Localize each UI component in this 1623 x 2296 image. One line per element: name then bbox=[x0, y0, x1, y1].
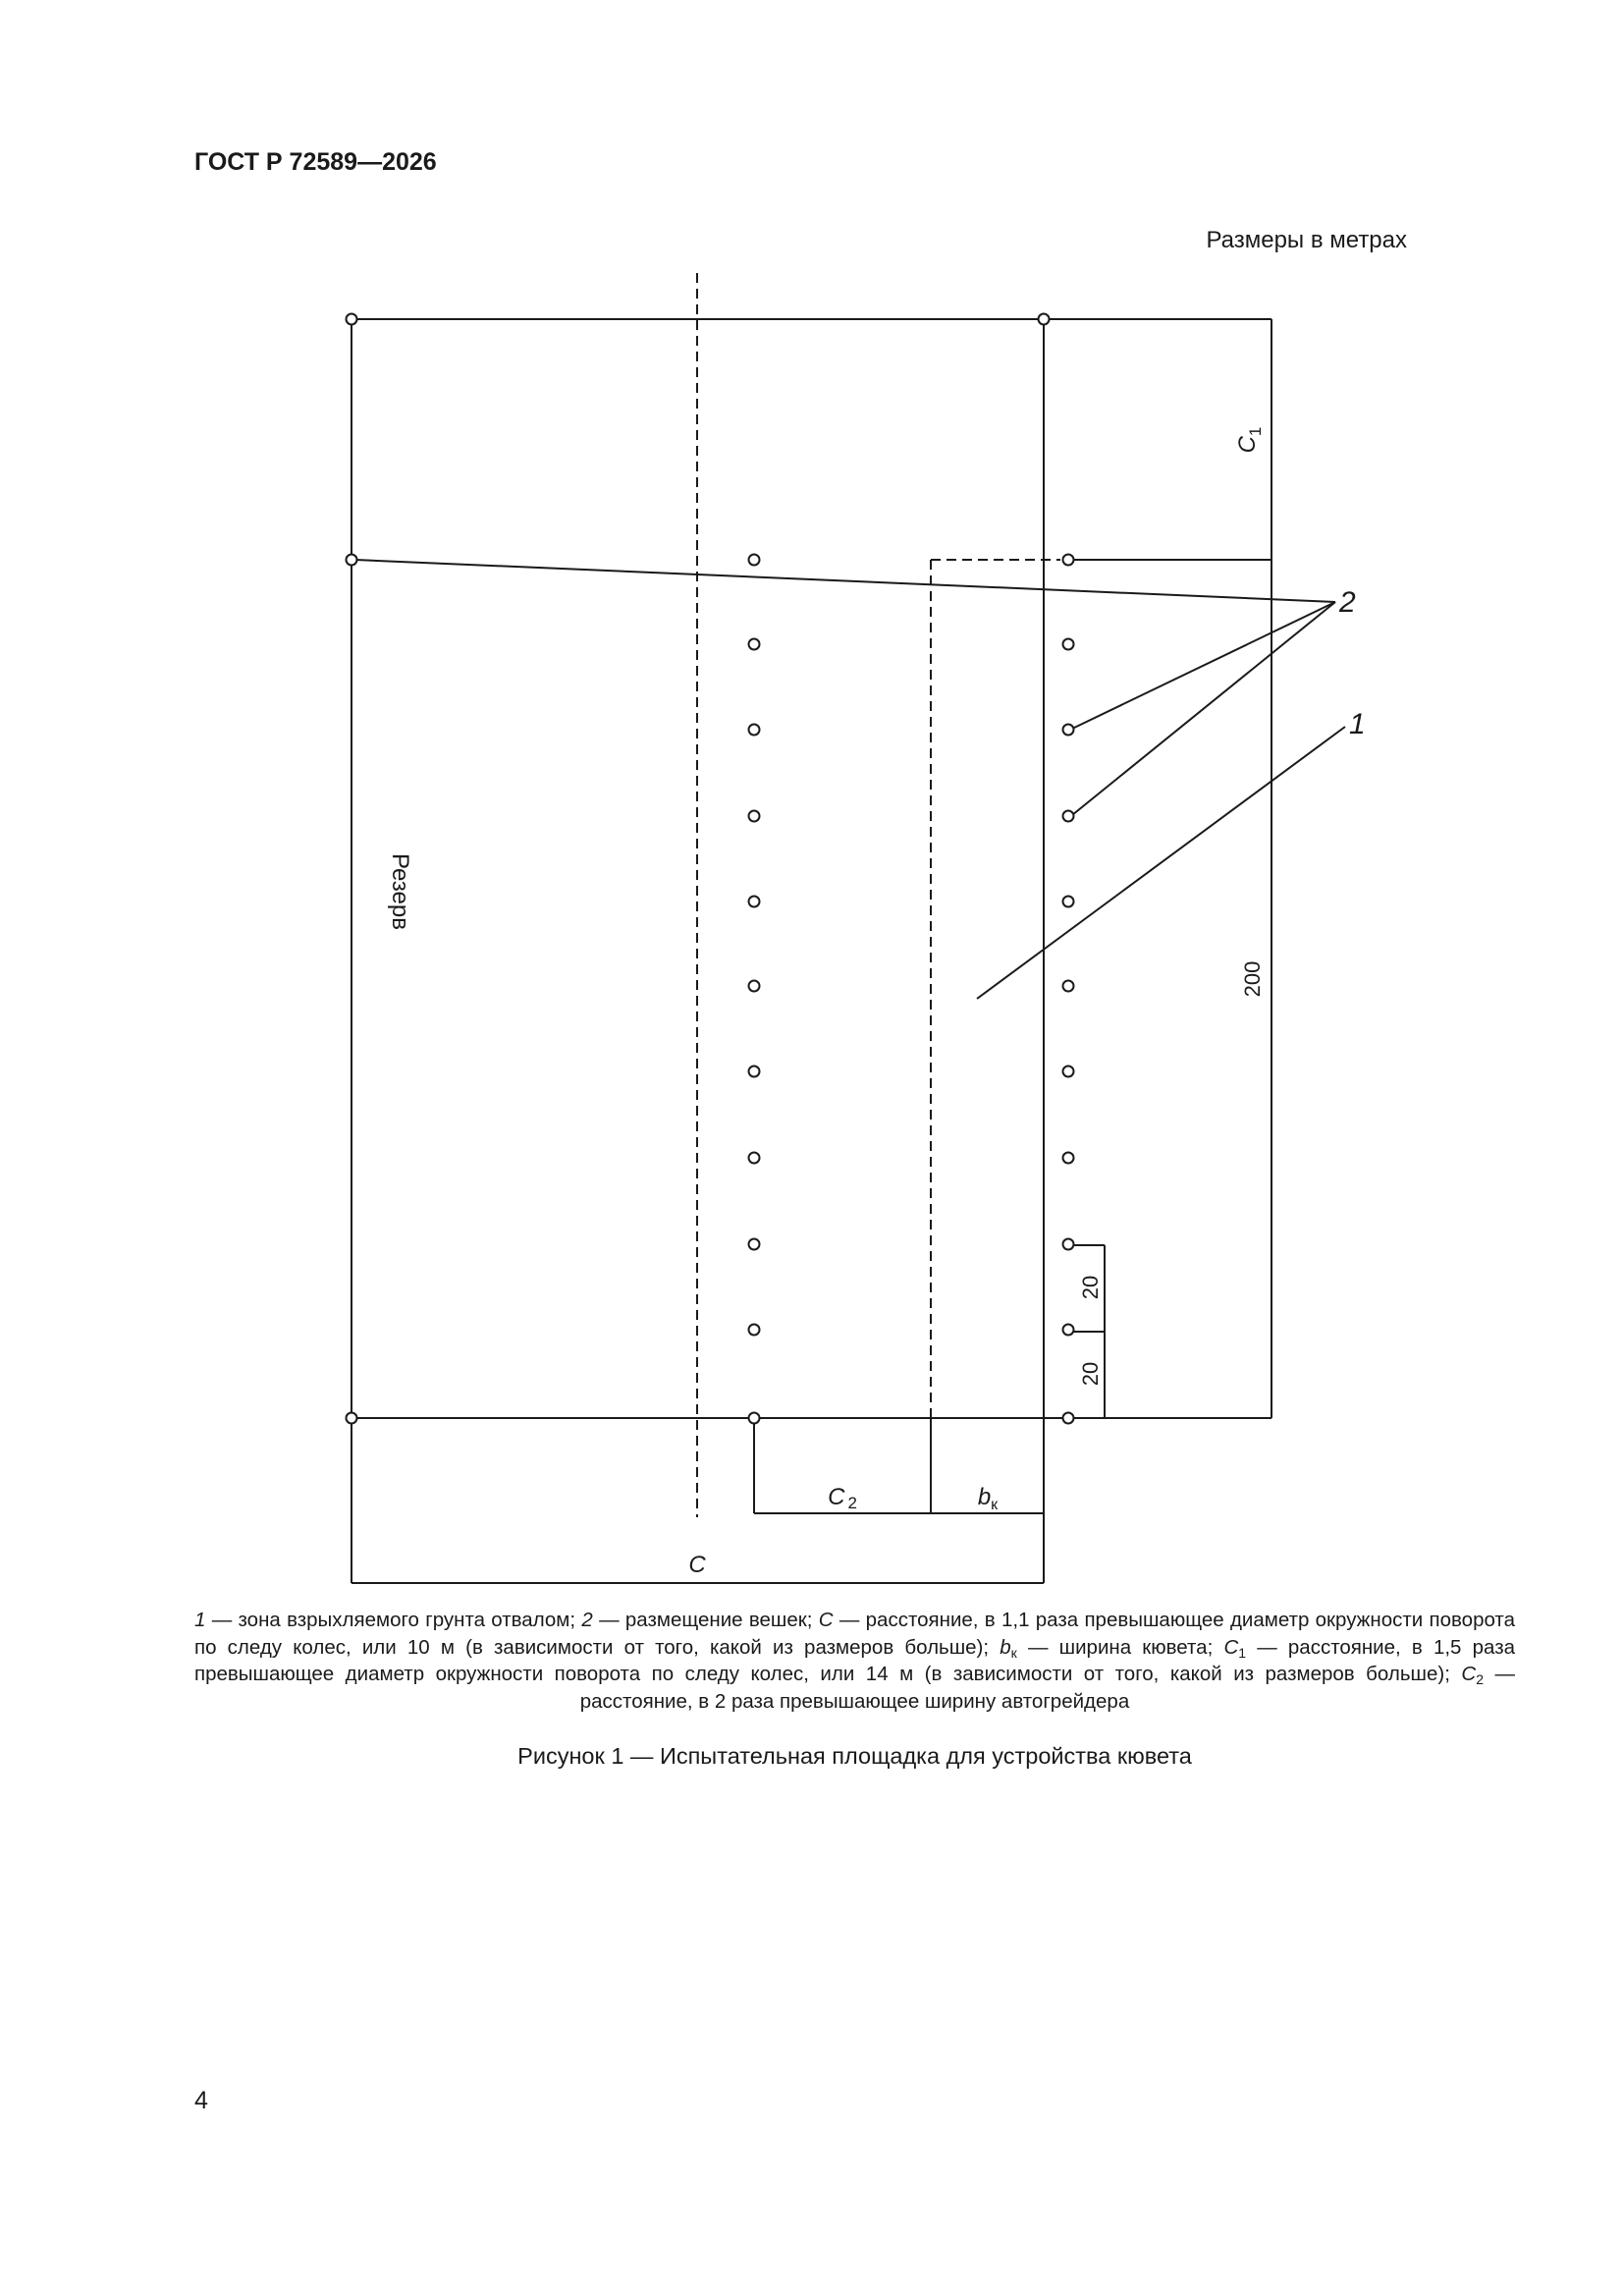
marker-poles bbox=[347, 314, 1074, 1424]
dim-c-label: C bbox=[688, 1552, 706, 1578]
leader-lines bbox=[355, 560, 1345, 999]
pole-marker bbox=[749, 897, 760, 907]
dim-c2-letter: C bbox=[828, 1484, 845, 1510]
units-note: Размеры в метрах bbox=[1206, 227, 1407, 253]
document-header: ГОСТ Р 72589—2026 bbox=[194, 148, 437, 176]
legend-key-c1-sub: 1 bbox=[1238, 1644, 1247, 1661]
pole-marker bbox=[1063, 1325, 1074, 1336]
legend-text-c2: — расстояние, в 2 раза превышающее ширину автогрейдера bbox=[579, 1663, 1515, 1713]
pole-marker bbox=[749, 639, 760, 650]
callout-1-label: 1 bbox=[1349, 708, 1366, 740]
pole-marker bbox=[1063, 725, 1074, 736]
pole-marker bbox=[347, 1413, 357, 1424]
dim-bk-letter: b bbox=[977, 1484, 992, 1510]
pole-marker bbox=[749, 1153, 760, 1164]
legend-text-1: — зона взрыхляемого грунта отвалом; bbox=[205, 1609, 582, 1631]
pole-marker bbox=[749, 1413, 760, 1424]
pole-marker bbox=[749, 1066, 760, 1077]
dim-c2-sub: 2 bbox=[847, 1494, 857, 1512]
legend-key-c2: C bbox=[1461, 1663, 1477, 1685]
figure-caption: Рисунок 1 — Испытательная площадка для устройства кювета bbox=[517, 1743, 1192, 1769]
dim-c1-letter: C bbox=[1234, 436, 1261, 454]
callout-2-label: 2 bbox=[1339, 586, 1356, 619]
legend-key-bk-sub: к bbox=[1010, 1644, 1017, 1661]
dim-20-lower: 20 bbox=[1078, 1361, 1103, 1387]
svg-text:C1 bbox=[1234, 427, 1265, 454]
legend-key-c: C bbox=[818, 1609, 834, 1631]
legend-key-1: 1 bbox=[194, 1609, 206, 1631]
pole-marker bbox=[1063, 1413, 1074, 1424]
pole-marker bbox=[347, 314, 357, 325]
pole-marker bbox=[1063, 1066, 1074, 1077]
dim-c2-label bbox=[828, 1484, 857, 1512]
leader-1 bbox=[977, 727, 1345, 999]
page-number: 4 bbox=[194, 2087, 208, 2114]
legend-key-c2-sub: 2 bbox=[1476, 1671, 1484, 1687]
figure-legend bbox=[194, 1607, 1515, 1715]
dim-bk-label bbox=[978, 1484, 999, 1513]
leader-2-a bbox=[355, 560, 1335, 602]
pole-marker bbox=[1063, 981, 1074, 992]
dim-c1-sub: 1 bbox=[1246, 426, 1265, 437]
dim-bk-sub: к bbox=[991, 1497, 999, 1513]
pole-marker bbox=[1063, 897, 1074, 907]
pole-marker bbox=[1063, 639, 1074, 650]
legend-text-c1: — расстояние, в 1,5 раза превышающее диаметр окружности поворота по следу колес, или 14 м (в зависимости от того, какой из размеров больше); bbox=[194, 1635, 1515, 1685]
dim-20-upper: 20 bbox=[1078, 1275, 1103, 1300]
figure-labels bbox=[387, 427, 1366, 1578]
legend-text-2: — размещение вешек; bbox=[592, 1609, 819, 1631]
pole-marker bbox=[1039, 314, 1050, 325]
site-outline bbox=[352, 319, 1271, 1583]
pole-marker bbox=[749, 1325, 760, 1336]
pole-marker bbox=[749, 725, 760, 736]
pole-marker bbox=[1063, 1239, 1074, 1250]
pole-marker bbox=[749, 555, 760, 566]
leader-2-c bbox=[1072, 602, 1335, 815]
pole-marker bbox=[749, 811, 760, 822]
pole-marker bbox=[1063, 1153, 1074, 1164]
pole-marker bbox=[1063, 811, 1074, 822]
dim-c1-label bbox=[1234, 427, 1265, 454]
legend-key-c1: C bbox=[1223, 1635, 1239, 1659]
legend-text-c: — расстояние, в 1,1 раза превышающее диаметр окружности поворота по следу колес, или 10 м (в зависимости от того, какой из размеров больше); bbox=[194, 1609, 1515, 1659]
pole-marker bbox=[749, 1239, 760, 1250]
pole-marker bbox=[749, 981, 760, 992]
reserve-label: Резерв bbox=[387, 853, 413, 930]
legend-key-2: 2 bbox=[581, 1609, 593, 1631]
dim-200-label: 200 bbox=[1240, 960, 1265, 998]
pole-marker bbox=[347, 555, 357, 566]
legend-key-bk: b bbox=[1000, 1635, 1011, 1659]
pole-marker bbox=[1063, 555, 1074, 566]
legend-text-bk: — ширина кювета; bbox=[1016, 1635, 1224, 1659]
